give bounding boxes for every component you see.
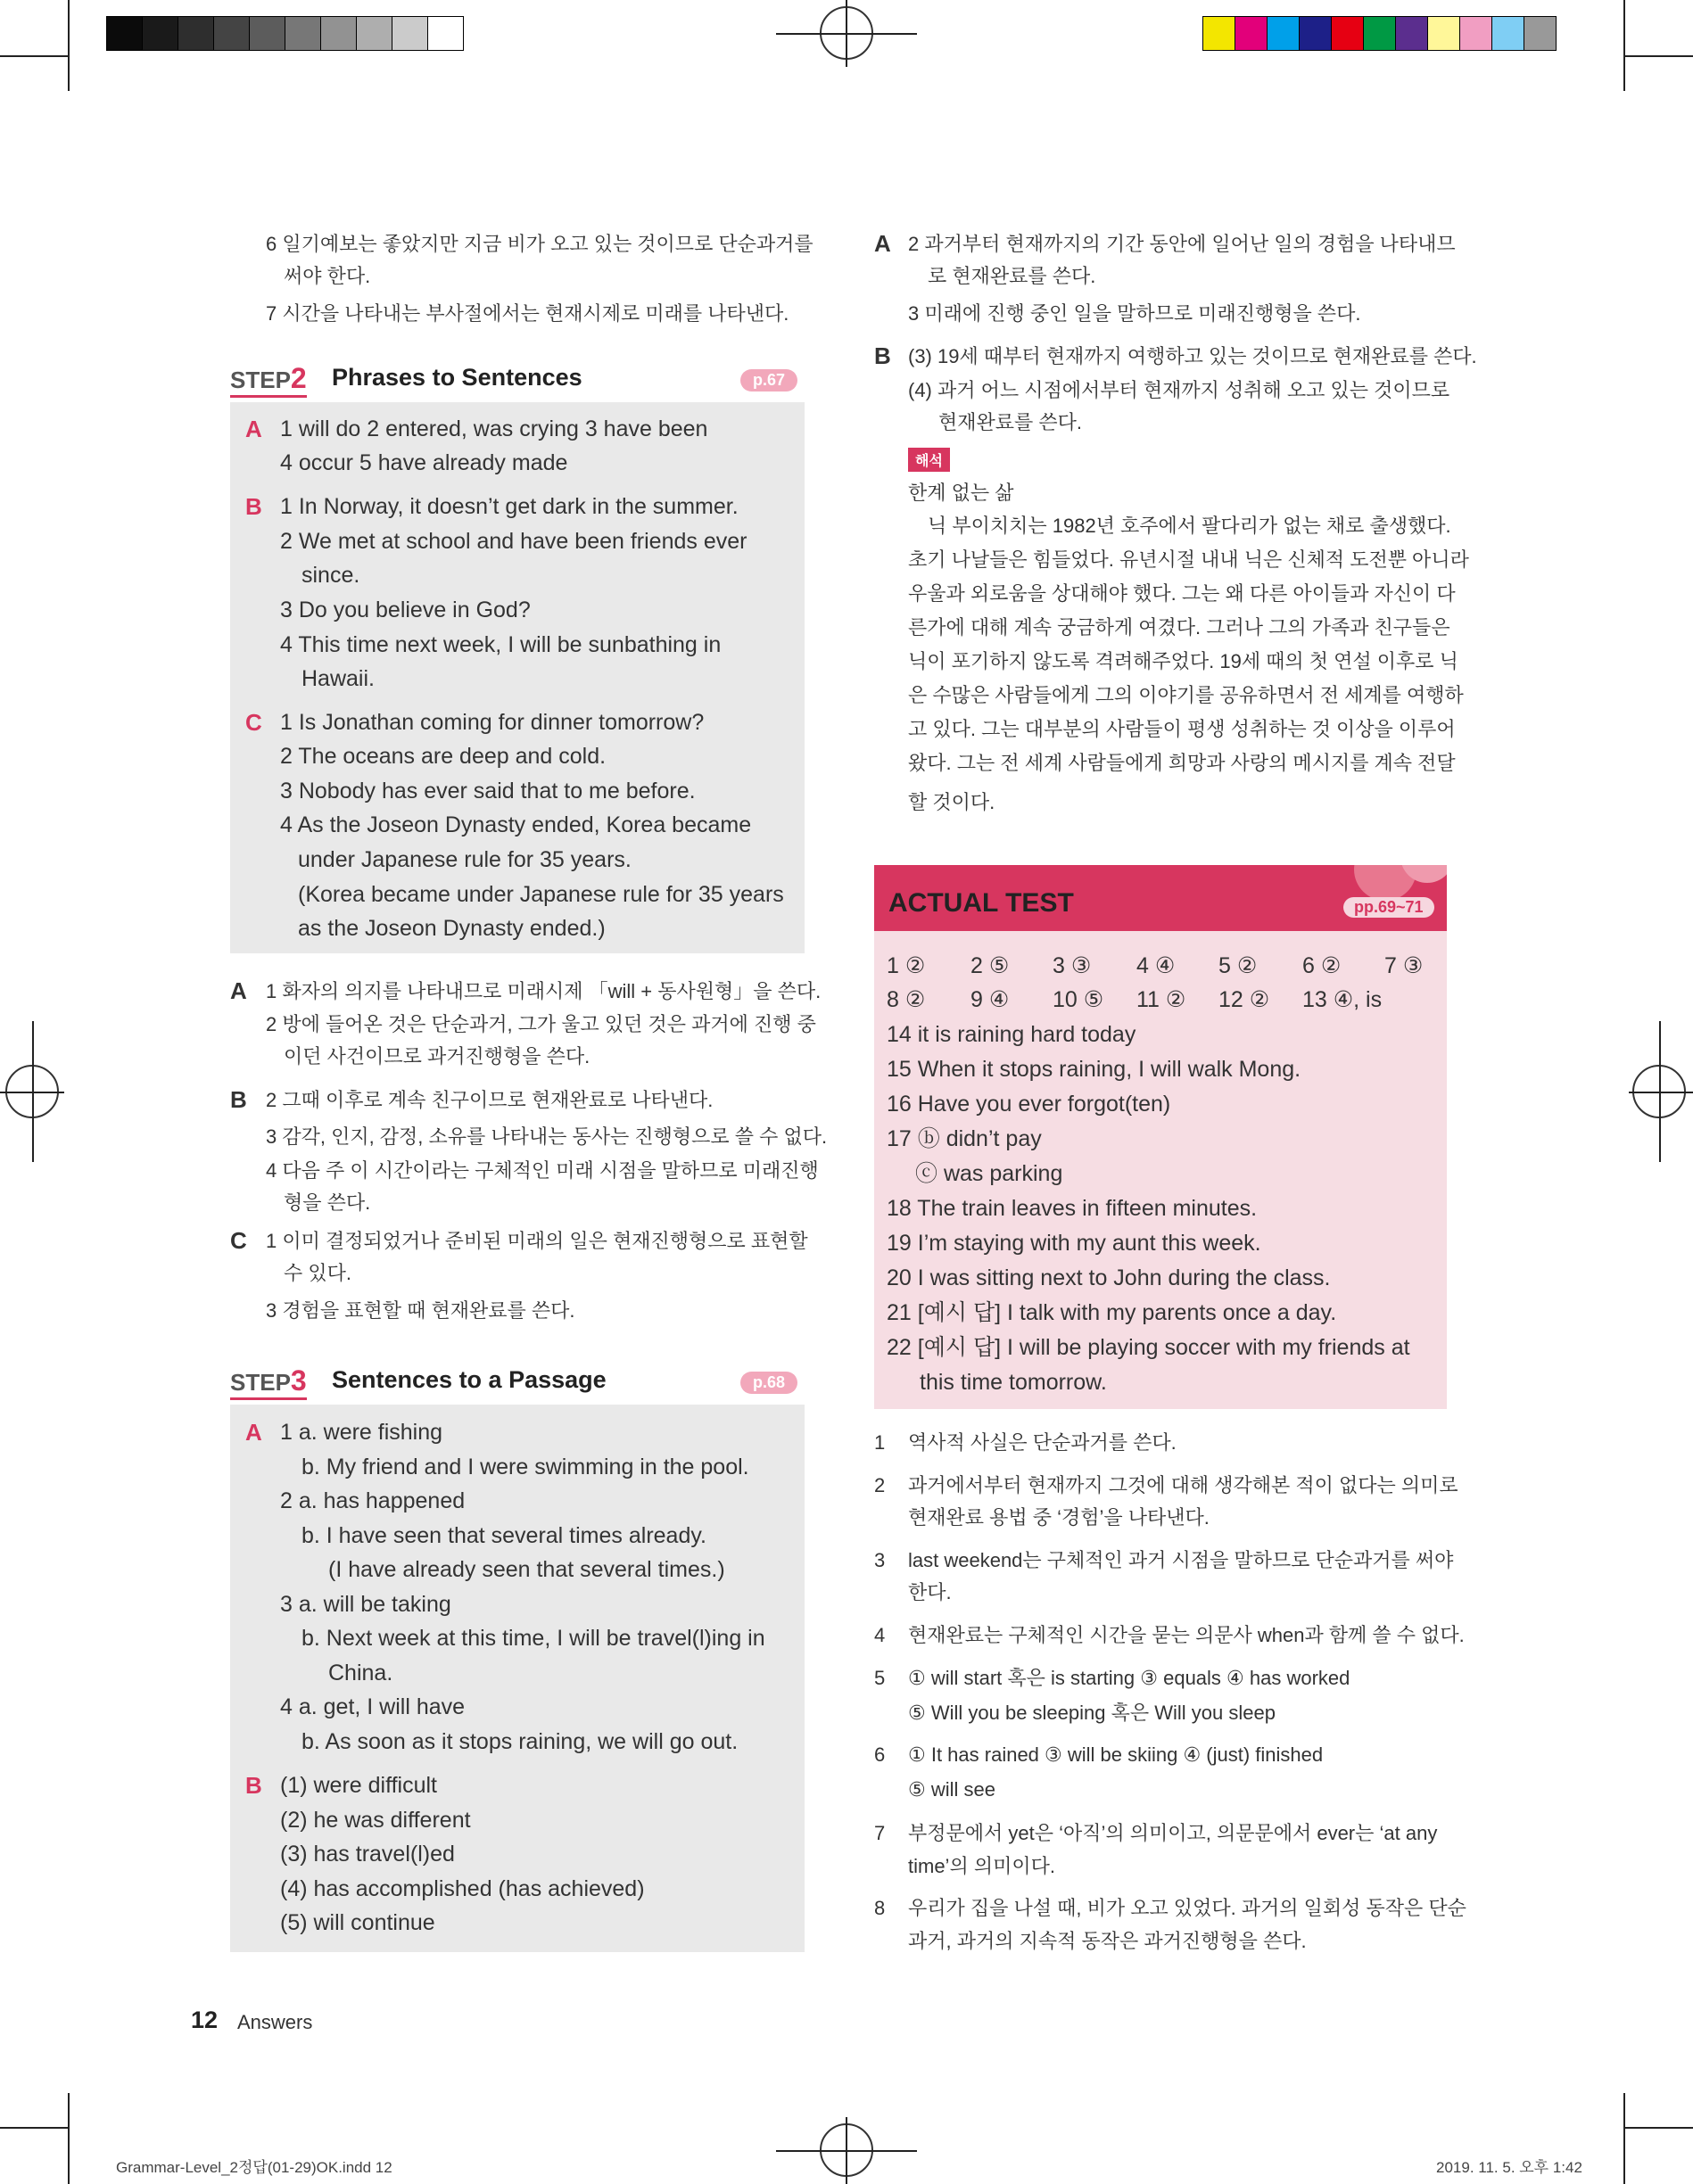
answer-line: (I have already seen that several times.) — [328, 1557, 725, 1582]
explanation-line: 3 감각, 인지, 감정, 소유를 나타내는 동사는 진행형으로 쓸 수 없다. — [266, 1125, 828, 1148]
gray-swatch — [320, 16, 357, 51]
explanation-number: 6 — [874, 1743, 886, 1766]
answer-line: 1 a. were fishing — [280, 1420, 443, 1445]
test-answer-line: 19 I’m staying with my aunt this week. — [887, 1231, 1261, 1256]
test-answer: 2 ⑤ — [970, 953, 1010, 978]
explanation-line: 과거에서부터 현재까지 그것에 대해 생각해본 적이 없다는 의미로 — [908, 1474, 1458, 1496]
translation-line: 른가에 대해 계속 궁금하게 여겼다. 그러나 그의 가족과 친구들은 — [908, 616, 1450, 639]
answer-line: (2) he was different — [280, 1808, 471, 1833]
answer-line: 2 The oceans are deep and cold. — [280, 744, 607, 769]
translation-line: 초기 나날들은 힘들었다. 유년시절 내내 닉은 신체적 도전뿐 아니라 — [908, 548, 1469, 571]
answer-line: b. Next week at this time, I will be travel(l)ing in — [301, 1626, 765, 1651]
step3-title: Sentences to a Passage — [332, 1366, 607, 1393]
answer-line: 3 a. will be taking — [280, 1592, 451, 1617]
section-letter: B — [245, 1772, 262, 1799]
section-letter: C — [230, 1227, 247, 1254]
explanation-line: ⑤ will see — [908, 1778, 995, 1801]
explanation-line: 한다. — [908, 1581, 952, 1603]
gray-swatch — [249, 16, 285, 51]
translation-line: 한계 없는 삶 — [908, 482, 1014, 504]
answer-line: China. — [328, 1661, 393, 1685]
answer-line: since. — [301, 563, 360, 588]
test-answer: 10 ⑤ — [1053, 987, 1104, 1012]
explanation-line: 현재완료 용법 중 ‘경험’을 나타낸다. — [908, 1506, 1210, 1529]
answer-line: (3) has travel(l)ed — [280, 1842, 455, 1867]
explanation-line: ⑤ Will you be sleeping 혹은 Will you sleep — [908, 1702, 1276, 1724]
test-answer: 4 ④ — [1136, 953, 1176, 978]
explanation-line: 3 경험을 표현할 때 현재완료를 쓴다. — [266, 1299, 575, 1322]
section-letter: A — [874, 230, 891, 257]
explanation-number: 7 — [874, 1822, 886, 1844]
translation-line: 닉이 포기하지 않도록 격려해주었다. 19세 때의 첫 연설 이후로 닉 — [908, 650, 1458, 672]
color-swatch — [1267, 16, 1300, 51]
gray-swatch — [213, 16, 250, 51]
section-letter: B — [874, 342, 891, 369]
test-answer-line: 14 it is raining hard today — [887, 1022, 1136, 1047]
answer-line: 4 This time next week, I will be sunbathing in — [280, 632, 722, 657]
test-answer: 1 ② — [887, 953, 926, 978]
color-swatch — [1299, 16, 1332, 51]
translation-line: 닉 부이치치는 1982년 호주에서 팔다리가 없는 채로 출생했다. — [928, 515, 1451, 537]
explanation-line: last weekend는 구체적인 과거 시점을 말하므로 단순과거를 써야 — [908, 1549, 1454, 1571]
explanation-number: 8 — [874, 1897, 886, 1919]
answer-line: (4) has accomplished (has achieved) — [280, 1876, 645, 1901]
test-answer-line: 18 The train leaves in fifteen minutes. — [887, 1196, 1258, 1221]
answer-line: b. I have seen that several times already. — [301, 1523, 706, 1548]
explanation-line: 현재완료를 쓴다. — [938, 411, 1082, 433]
test-answer: 6 ② — [1302, 953, 1342, 978]
answer-line: 1 Is Jonathan coming for dinner tomorrow? — [280, 710, 705, 735]
step3-page-badge: p.68 — [740, 1372, 797, 1394]
step2-page-badge: p.67 — [740, 369, 797, 391]
answer-line: under Japanese rule for 35 years. — [298, 847, 632, 872]
left-top-line: 6 일기예보는 좋았지만 지금 비가 오고 있는 것이므로 단순과거를 — [266, 233, 813, 255]
test-answer: 11 ② — [1136, 987, 1186, 1012]
color-swatch — [1491, 16, 1524, 51]
answer-line: 2 We met at school and have been friends ever — [280, 529, 747, 554]
color-swatch — [1524, 16, 1557, 51]
color-swatch — [1235, 16, 1268, 51]
answer-line: 1 In Norway, it doesn’t get dark in the summer. — [280, 494, 739, 519]
test-answer-line: 17 ⓑ didn’t pay — [887, 1126, 1042, 1151]
explanation-line: 이던 사건이므로 과거진행형을 쓴다. — [284, 1045, 590, 1067]
test-answer: 8 ② — [887, 987, 926, 1012]
answer-line: 2 a. has happened — [280, 1488, 466, 1513]
test-answer: 5 ② — [1218, 953, 1258, 978]
explanation-number: 5 — [874, 1667, 886, 1689]
translation-line: 우울과 외로움을 상대해야 했다. 그는 왜 다른 아이들과 자신이 다 — [908, 582, 1456, 605]
page-number: 12 — [191, 2007, 219, 2033]
slug-filename: Grammar-Level_2정답(01-29)OK.indd 12 — [116, 2159, 392, 2176]
explanation-line: 현재완료는 구체적인 시간을 묻는 의문사 when과 함께 쓸 수 없다. — [908, 1624, 1465, 1646]
test-answer: 13 ④, is — [1302, 987, 1383, 1012]
test-answer: 12 ② — [1218, 987, 1270, 1012]
gray-swatch — [106, 16, 143, 51]
answer-line: b. As soon as it stops raining, we will go out. — [301, 1729, 739, 1754]
explanation-line: 로 현재완료를 쓴다. — [928, 265, 1096, 287]
explanation-line: ① will start 혹은 is starting ③ equals ④ has worked — [908, 1667, 1350, 1689]
test-answer-line: this time tomorrow. — [920, 1370, 1107, 1395]
answer-line: (1) were difficult — [280, 1773, 437, 1798]
step2-title: Phrases to Sentences — [332, 364, 582, 391]
answer-line: b. My friend and I were swimming in the pool. — [301, 1455, 749, 1479]
gray-swatch — [392, 16, 428, 51]
left-top-line: 7 시간을 나타내는 부사절에서는 현재시제로 미래를 나타낸다. — [266, 302, 789, 325]
gray-swatch — [178, 16, 214, 51]
explanation-line: 2 과거부터 현재까지의 기간 동안에 일어난 일의 경험을 나타내므 — [908, 233, 1456, 255]
answer-line: (5) will continue — [280, 1910, 435, 1935]
explanation-line: ① It has rained ③ will be skiing ④ (just) finished — [908, 1743, 1324, 1766]
answer-line: 4 a. get, I will have — [280, 1694, 466, 1719]
gray-swatch — [142, 16, 178, 51]
explanation-number: 2 — [874, 1474, 886, 1496]
slug-date: 2019. 11. 5. 오후 1:42 — [1436, 2159, 1582, 2176]
actual-test-title: ACTUAL TEST — [888, 888, 1074, 918]
section-letter: A — [230, 977, 247, 1004]
translation-line: 왔다. 그는 전 세계 사람들에게 희망과 사랑의 메시지를 계속 전달 — [908, 752, 1456, 774]
section-letter: A — [245, 416, 262, 442]
explanation-line: 2 방에 들어온 것은 단순과거, 그가 울고 있던 것은 과거에 진행 중 — [266, 1013, 816, 1035]
explanation-line: time’의 의미이다. — [908, 1855, 1055, 1877]
explanation-number: 4 — [874, 1624, 886, 1646]
explanation-line: 과거, 과거의 지속적 동작은 과거진행형을 쓴다. — [908, 1930, 1307, 1952]
explanation-line: 3 미래에 진행 중인 일을 말하므로 미래진행형을 쓴다. — [908, 302, 1361, 325]
explanation-line: 형을 쓴다. — [284, 1191, 371, 1214]
explanation-line: 4 다음 주 이 시간이라는 구체적인 미래 시점을 말하므로 미래진행 — [266, 1159, 819, 1182]
explanation-line: 우리가 집을 나설 때, 비가 오고 있었다. 과거의 일회성 동작은 단순 — [908, 1897, 1466, 1919]
test-answer: 9 ④ — [970, 987, 1010, 1012]
explanation-line: (3) 19세 때부터 현재까지 여행하고 있는 것이므로 현재완료를 쓴다. — [908, 345, 1477, 367]
answer-line: (Korea became under Japanese rule for 35 years — [298, 882, 784, 907]
actual-test-header — [874, 865, 1447, 931]
test-answer: 7 ③ — [1384, 953, 1424, 978]
color-swatch — [1331, 16, 1364, 51]
color-swatch — [1459, 16, 1492, 51]
section-letter: B — [245, 493, 262, 520]
explanation-line: 부정문에서 yet은 ‘아직’의 의미이고, 의문문에서 ever는 ‘at any — [908, 1822, 1438, 1844]
explanation-line: (4) 과거 어느 시점에서부터 현재까지 성취해 오고 있는 것이므로 — [908, 379, 1450, 401]
gray-swatch — [356, 16, 392, 51]
translation-line: 고 있다. 그는 대부분의 사람들이 평생 성취하는 것 이상을 이루어 — [908, 718, 1456, 740]
explanation-number: 1 — [874, 1431, 886, 1454]
explanation-line: 1 이미 결정되었거나 준비된 미래의 일은 현재진행형으로 표현할 — [266, 1230, 808, 1252]
color-swatch — [1427, 16, 1460, 51]
test-answer-line: 21 [예시 답] I talk with my parents once a day. — [887, 1300, 1337, 1325]
gray-swatch — [285, 16, 321, 51]
color-swatch — [1395, 16, 1428, 51]
explanation-line: 역사적 사실은 단순과거를 쓴다. — [908, 1431, 1177, 1454]
test-answer-line: 22 [예시 답] I will be playing soccer with my friends at — [887, 1335, 1410, 1360]
left-top-line: 써야 한다. — [284, 265, 371, 287]
translation-line: 할 것이다. — [908, 791, 995, 813]
answer-line: Hawaii. — [301, 666, 375, 691]
answer-line: 4 occur 5 have already made — [280, 450, 568, 475]
gray-swatch — [427, 16, 464, 51]
test-answer-line: 15 When it stops raining, I will walk Mong. — [887, 1057, 1301, 1082]
explanation-line: 수 있다. — [284, 1262, 351, 1284]
color-swatch — [1363, 16, 1396, 51]
test-answer: 3 ③ — [1053, 953, 1092, 978]
answer-line: 4 As the Joseon Dynasty ended, Korea became — [280, 812, 752, 837]
footer-label: Answers — [237, 2011, 313, 2033]
step3-badge: STEP3 — [230, 1364, 307, 1400]
section-letter: A — [245, 1419, 262, 1446]
color-swatch — [1202, 16, 1235, 51]
explanation-line: 1 화자의 의지를 나타내므로 미래시제 「will + 동사원형」을 쓴다. — [266, 980, 822, 1002]
translation-label: 해석 — [908, 448, 950, 472]
explanation-line: 2 그때 이후로 계속 친구이므로 현재완료로 나타낸다. — [266, 1089, 714, 1111]
answer-line: 3 Nobody has ever said that to me before. — [280, 779, 696, 804]
answer-line: as the Joseon Dynasty ended.) — [298, 916, 606, 941]
answer-line: 3 Do you believe in God? — [280, 598, 531, 622]
section-letter: C — [245, 709, 262, 736]
test-answer-line: 16 Have you ever forgot(ten) — [887, 1092, 1171, 1117]
actual-test-pages: pp.69~71 — [1343, 897, 1434, 918]
explanation-number: 3 — [874, 1549, 886, 1571]
section-letter: B — [230, 1086, 247, 1113]
test-answer-line: ⓒ was parking — [915, 1161, 1063, 1186]
translation-line: 은 수많은 사람들에게 그의 이야기를 공유하면서 전 세계를 여행하 — [908, 684, 1464, 706]
step2-badge: STEP2 — [230, 362, 307, 398]
answer-line: 1 will do 2 entered, was crying 3 have been — [280, 416, 708, 441]
test-answer-line: 20 I was sitting next to John during the class. — [887, 1265, 1331, 1290]
